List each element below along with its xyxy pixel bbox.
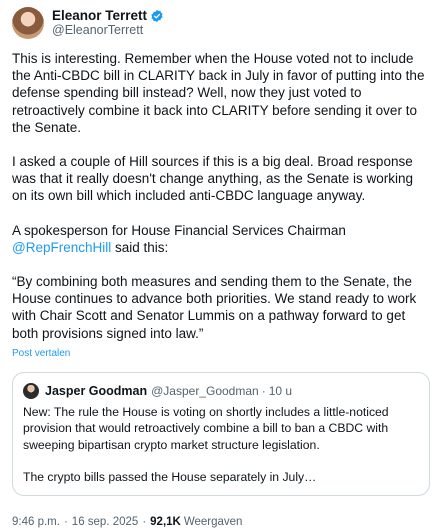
post-time[interactable]: 9:46 p.m. [12, 515, 60, 528]
author-name-row [52, 8, 164, 23]
quoted-paragraph-2: The crypto bills passed the House separately in July… [23, 470, 317, 485]
quoted-paragraph-1: New: The rule the House is voting on shortly includes a little-noticed provision that would retroactively combine a bill to ban a CBDC with sweeping bipartisan crypto market structure legislation. [23, 405, 389, 452]
tweet-header [12, 8, 430, 38]
quoted-author-avatar [23, 383, 39, 399]
tweet-meta [12, 516, 430, 528]
mention-link[interactable]: @RepFrenchHill [12, 239, 112, 255]
views-label: Weergaven [183, 515, 243, 528]
tweet-paragraph-2: I asked a couple of Hill sources if this is a big deal. Broad response was that it really doesn't change anything, as the Senate is working on its own bill which included anti-CBDC language anyway. [12, 154, 414, 204]
tweet-paragraph-1: This is interesting. Remember when the House voted not to include the Anti-CBDC bill in CLARITY back in July in favor of putting into the defense spending bill instead? Well, now they just voted to retroactively combine it back into CLARITY before sending it over to the Senate. [12, 51, 425, 135]
tweet-paragraph-4: “By combining both measures and sending them to the Senate, the House continues to advance both priorities. We stand ready to work with Chair Scott and Senator Lummis on a pathway forward to get both provisions signed into law.” [12, 274, 417, 341]
verified-badge-icon [150, 9, 164, 23]
tweet-paragraph-3-after: said this: [111, 239, 169, 255]
author-names [52, 8, 164, 38]
post-date[interactable]: 16 sep. 2025 [71, 515, 139, 528]
quoted-author-handle: @Jasper_Goodman [151, 384, 259, 399]
quoted-author-name: Jasper Goodman [45, 384, 148, 399]
quoted-tweet-text [23, 404, 419, 486]
quoted-tweet-header [23, 382, 419, 400]
author-avatar[interactable] [12, 7, 44, 39]
tweet-paragraph-3 [12, 222, 430, 256]
views-count: 92,1K [150, 515, 181, 528]
quoted-separator: · [261, 384, 266, 399]
tweet-paragraph-3-before: A spokesperson for House Financial Services Chairman [12, 222, 346, 238]
author-handle[interactable]: @EleanorTerrett [52, 23, 144, 37]
quoted-tweet[interactable] [12, 372, 430, 496]
translate-post-link[interactable]: Post vertalen [12, 347, 71, 359]
author-display-name[interactable]: Eleanor Terrett [52, 8, 148, 23]
meta-separator-1: · [63, 515, 68, 528]
quoted-time: 10 u [268, 384, 293, 399]
tweet-text [12, 50, 430, 362]
meta-separator-2: · [142, 515, 147, 528]
